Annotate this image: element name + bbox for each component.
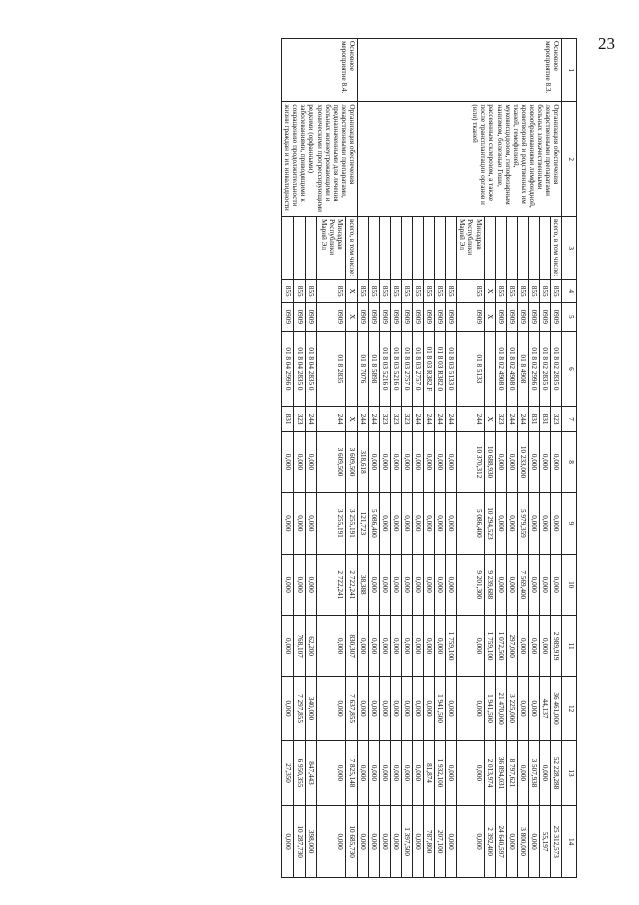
- cell-c12: 340,000: [305, 677, 317, 740]
- cell-c12: 3 225,000: [506, 677, 517, 740]
- cell-c4: 855: [457, 280, 484, 303]
- cell-c13: 0,000: [379, 740, 390, 805]
- cell-c6: 01 8 7076: [357, 331, 368, 407]
- cell-c8: 0,000: [528, 431, 539, 492]
- cell-c8: 10 688,930: [484, 431, 495, 492]
- cell-c8: 0,000: [424, 431, 435, 492]
- cell-c6: [484, 331, 495, 407]
- cell-c10: 0,000: [424, 554, 435, 615]
- cell-c6: 01 8 03 5216 0: [391, 331, 402, 407]
- cell-c6: 01 8 2835: [317, 331, 346, 407]
- cell-c8: 0,000: [402, 431, 413, 492]
- cell-c10: 0,000: [282, 554, 294, 615]
- cell-c12: 0,000: [357, 677, 368, 740]
- cell-c3: [379, 217, 390, 280]
- cell-c3: [446, 217, 457, 280]
- cell-c9: 0,000: [539, 493, 550, 554]
- cell-c9: 10 294,523: [484, 493, 495, 554]
- cell-c10: 0,000: [368, 554, 379, 615]
- cell-c13: 2 013,974: [484, 740, 495, 805]
- cell-c12: 0,000: [424, 677, 435, 740]
- table-body: [282, 39, 562, 878]
- cell-c10: 38,388: [357, 554, 368, 615]
- cell-c5: X: [346, 302, 358, 331]
- cell-c5: 0909: [446, 302, 457, 331]
- cell-c6: 01 8 02 2835 0: [539, 331, 550, 407]
- cell-c13: 0,000: [517, 740, 528, 805]
- cell-c13: 0,000: [457, 740, 484, 805]
- cell-c7: 244: [457, 407, 484, 432]
- cell-c11: 2 989,919: [550, 615, 561, 676]
- column-number-row: [562, 39, 577, 878]
- cell-c8: 0,000: [539, 431, 550, 492]
- cell-c14: 787,800: [424, 806, 435, 878]
- cell-c9: 3 255,191: [346, 493, 358, 554]
- cell-c6: 01 8 04 2835 0: [294, 331, 306, 407]
- cell-c7: 244: [517, 407, 528, 432]
- cell-c4: 855: [391, 280, 402, 303]
- cell-c14: 0,000: [357, 806, 368, 878]
- column-header-12: 12: [562, 677, 577, 740]
- cell-c7: 323: [391, 407, 402, 432]
- cell-c6: 01 8 5133: [457, 331, 484, 407]
- cell-c3: [424, 217, 435, 280]
- cell-c10: 0,000: [379, 554, 390, 615]
- cell-c3: [528, 217, 539, 280]
- table-row: [346, 39, 358, 878]
- cell-c9: 0,000: [282, 493, 294, 554]
- cell-c10: 0,000: [528, 554, 539, 615]
- cell-c5: 0909: [379, 302, 390, 331]
- cell-c5: 0909: [539, 302, 550, 331]
- cell-c14: 10 287,730: [294, 806, 306, 878]
- column-header-5: 5: [562, 302, 577, 331]
- page-number: 23: [598, 34, 615, 53]
- cell-c6: 01 8 03 2757 0: [402, 331, 413, 407]
- cell-c4: 855: [317, 280, 346, 303]
- cell-c9: 0,000: [402, 493, 413, 554]
- cell-c4: 855: [446, 280, 457, 303]
- cell-c5: 0909: [294, 302, 306, 331]
- cell-c14: 0,000: [379, 806, 390, 878]
- cell-c4: 855: [413, 280, 424, 303]
- cell-c9: 5 086,400: [368, 493, 379, 554]
- column-header-13: 13: [562, 740, 577, 805]
- cell-c7: 244: [317, 407, 346, 432]
- cell-c11: 1 072,500: [495, 615, 506, 676]
- cell-c11: 0,000: [402, 615, 413, 676]
- cell-c13: 36 894,031: [495, 740, 506, 805]
- cell-c11: 1 759,100: [484, 615, 495, 676]
- cell-c3: [305, 217, 317, 280]
- cell-c5: 0909: [357, 302, 368, 331]
- cell-c13: 7 825,148: [346, 740, 358, 805]
- cell-c6: 01 8 03 5216 0: [379, 331, 390, 407]
- cell-c14: 0,000: [391, 806, 402, 878]
- cell-c12: 1 941,500: [435, 677, 446, 740]
- cell-c13: 0,000: [413, 740, 424, 805]
- cell-c9: 0,000: [506, 493, 517, 554]
- cell-c12: 0,000: [282, 677, 294, 740]
- cell-c3: [357, 217, 368, 280]
- cell-c11: 0,000: [379, 615, 390, 676]
- cell-c12: 36 461,000: [550, 677, 561, 740]
- cell-c11: 0,000: [317, 615, 346, 676]
- cell-c10: 0,000: [413, 554, 424, 615]
- column-header-4: 4: [562, 280, 577, 303]
- cell-c14: 24 640,597: [495, 806, 506, 878]
- cell-c6: 01 8 02 2996 0: [528, 331, 539, 407]
- cell-c4: 855: [495, 280, 506, 303]
- cell-c9: 0,000: [294, 493, 306, 554]
- cell-c8: 0,000: [391, 431, 402, 492]
- cell-c11: 0,000: [368, 615, 379, 676]
- cell-c14: 0,000: [282, 806, 294, 878]
- cell-c11: 0,000: [539, 615, 550, 676]
- column-header-2: 2: [562, 102, 577, 217]
- cell-c13: 0,000: [317, 740, 346, 805]
- cell-c13: 0,000: [402, 740, 413, 805]
- cell-c9: 5 979,359: [517, 493, 528, 554]
- cell-c7: 323: [294, 407, 306, 432]
- cell-c8: 0,000: [282, 431, 294, 492]
- cell-c4: 855: [528, 280, 539, 303]
- cell-c13: 1 932,100: [435, 740, 446, 805]
- cell-c8: 0,000: [446, 431, 457, 492]
- cell-c7: 323: [402, 407, 413, 432]
- cell-c13: 27,350: [282, 740, 294, 805]
- cell-c6: 01 8 03 R382 F: [424, 331, 435, 407]
- cell-c8: 0,000: [305, 431, 317, 492]
- cell-c7: 244: [506, 407, 517, 432]
- column-header-3: 3: [562, 217, 577, 280]
- cell-c3: [435, 217, 446, 280]
- column-header-11: 11: [562, 615, 577, 676]
- cell-c5: 0909: [550, 302, 561, 331]
- cell-c9: 0,000: [379, 493, 390, 554]
- cell-c14: 0,000: [457, 806, 484, 878]
- cell-c6: 01 8 03 2757 0: [413, 331, 424, 407]
- cell-c7: 244: [413, 407, 424, 432]
- measure-description: Организация обеспечения лекарственными препаратами, предназначенными для лечения больных жизнеугрожающими и хроническими прогрессирующими редкими (орфанными) заболеваниями, приводящими к сокращению продолжительности жизни граждан и их инвалидности: [282, 102, 358, 217]
- cell-c12: 7 297,855: [294, 677, 306, 740]
- cell-c8: 10 370,312: [457, 431, 484, 492]
- cell-c8: 318,618: [357, 431, 368, 492]
- cell-c12: 0,000: [379, 677, 390, 740]
- measure-name: Основное мероприятие 8.4.: [282, 39, 358, 102]
- cell-c14: 0,000: [506, 806, 517, 878]
- cell-c6: 01 8 4908: [517, 331, 528, 407]
- cell-c12: 0,000: [368, 677, 379, 740]
- cell-c10: 0,000: [294, 554, 306, 615]
- cell-c8: 0,000: [495, 431, 506, 492]
- cell-c6: 01 8 02 4908 0: [495, 331, 506, 407]
- cell-c5: 0909: [506, 302, 517, 331]
- column-header-1: 1: [562, 39, 577, 102]
- cell-c6: 01 8 04 2835 0: [305, 331, 317, 407]
- cell-c13: 0,000: [391, 740, 402, 805]
- cell-c14: 207,100: [435, 806, 446, 878]
- cell-c6: 01 8 04 2996 0: [282, 331, 294, 407]
- cell-c7: 244: [446, 407, 457, 432]
- cell-c12: 0,000: [446, 677, 457, 740]
- cell-c4: X: [346, 280, 358, 303]
- cell-c11: 62,200: [305, 615, 317, 676]
- cell-c6: 01 8 03 5133 0: [446, 331, 457, 407]
- cell-c7: 244: [368, 407, 379, 432]
- cell-c14: 0,000: [528, 806, 539, 878]
- cell-c10: 9 239,688: [484, 554, 495, 615]
- cell-c7: 323: [379, 407, 390, 432]
- cell-c3: [484, 217, 495, 280]
- cell-c11: 830,307: [346, 615, 358, 676]
- rotated-table-container: [69, 38, 577, 878]
- cell-c10: 9 201,300: [457, 554, 484, 615]
- cell-c5: 0909: [317, 302, 346, 331]
- cell-c12: 44,137: [539, 677, 550, 740]
- cell-c12: 0,000: [317, 677, 346, 740]
- cell-c3: Минздрав Республики Марий Эл: [317, 217, 346, 280]
- cell-c14: 0,000: [413, 806, 424, 878]
- cell-c5: 0909: [528, 302, 539, 331]
- cell-c3: [506, 217, 517, 280]
- cell-c11: 297,000: [506, 615, 517, 676]
- cell-c8: 3 609,500: [346, 431, 358, 492]
- cell-c3: всего, в том числе:: [346, 217, 358, 280]
- cell-c8: 0,000: [413, 431, 424, 492]
- cell-c4: X: [484, 280, 495, 303]
- cell-c4: 855: [294, 280, 306, 303]
- cell-c5: 0909: [424, 302, 435, 331]
- cell-c9: 0,000: [528, 493, 539, 554]
- cell-c14: 0,000: [317, 806, 346, 878]
- cell-c9: 3 255,191: [317, 493, 346, 554]
- cell-c7: X: [484, 407, 495, 432]
- cell-c10: 0,000: [446, 554, 457, 615]
- cell-c4: 855: [506, 280, 517, 303]
- cell-c13: 8 797,621: [506, 740, 517, 805]
- cell-c13: 52 228,288: [550, 740, 561, 805]
- cell-c9: 0,000: [435, 493, 446, 554]
- cell-c9: 0,000: [495, 493, 506, 554]
- cell-c11: 0,000: [435, 615, 446, 676]
- cell-c7: 244: [357, 407, 368, 432]
- cell-c9: 5 086,400: [457, 493, 484, 554]
- cell-c11: 0,000: [391, 615, 402, 676]
- cell-c5: 0909: [517, 302, 528, 331]
- cell-c4: 855: [435, 280, 446, 303]
- cell-c12: 0,000: [413, 677, 424, 740]
- cell-c3: [294, 217, 306, 280]
- cell-c10: 0,000: [435, 554, 446, 615]
- cell-c12: 0,000: [402, 677, 413, 740]
- column-header-7: 7: [562, 407, 577, 432]
- cell-c12: 0,000: [528, 677, 539, 740]
- measure-description: Организация обеспечения лекарственными препаратами больных злокачественными новообразованиями лимфоидной, кроветворной и родственных им тканей, гемофилией, муковисцидозом, гипофизарным нанизмом, болезнью Гоше, рассеянным склерозом, а также после трансплантации органов и (или) тканей: [357, 102, 561, 217]
- cell-c6: [346, 331, 358, 407]
- column-header-6: 6: [562, 331, 577, 407]
- cell-c5: 0909: [391, 302, 402, 331]
- cell-c4: 855: [517, 280, 528, 303]
- cell-c5: X: [484, 302, 495, 331]
- cell-c7: 244: [305, 407, 317, 432]
- cell-c14: 398,000: [305, 806, 317, 878]
- cell-c11: 0,000: [413, 615, 424, 676]
- measure-name: Основное мероприятие 8.3.: [357, 39, 561, 102]
- cell-c10: 2 722,241: [317, 554, 346, 615]
- cell-c10: 0,000: [539, 554, 550, 615]
- cell-c13: 0,000: [446, 740, 457, 805]
- cell-c5: 0909: [435, 302, 446, 331]
- cell-c8: 0,000: [294, 431, 306, 492]
- cell-c10: 7 569,400: [517, 554, 528, 615]
- cell-c11: 0,000: [424, 615, 435, 676]
- cell-c12: 0,000: [457, 677, 484, 740]
- cell-c9: 121,723: [357, 493, 368, 554]
- table-row: [550, 39, 561, 878]
- column-header-14: 14: [562, 806, 577, 878]
- cell-c7: 831: [539, 407, 550, 432]
- cell-c7: 244: [435, 407, 446, 432]
- cell-c3: [368, 217, 379, 280]
- cell-c14: 0,000: [368, 806, 379, 878]
- cell-c3: [391, 217, 402, 280]
- cell-c7: 244: [424, 407, 435, 432]
- cell-c14: 1 397,500: [402, 806, 413, 878]
- cell-c10: 0,000: [550, 554, 561, 615]
- cell-c10: 0,000: [305, 554, 317, 615]
- cell-c7: X: [346, 407, 358, 432]
- cell-c10: 0,000: [495, 554, 506, 615]
- cell-c4: 855: [539, 280, 550, 303]
- cell-c4: 855: [305, 280, 317, 303]
- cell-c9: 0,000: [446, 493, 457, 554]
- cell-c11: 0,000: [517, 615, 528, 676]
- cell-c4: 855: [402, 280, 413, 303]
- cell-c11: 0,000: [282, 615, 294, 676]
- cell-c14: 10 685,730: [346, 806, 358, 878]
- cell-c5: 0909: [305, 302, 317, 331]
- cell-c10: 0,000: [402, 554, 413, 615]
- cell-c4: 855: [357, 280, 368, 303]
- cell-c6: 01 8 02 2835 0: [550, 331, 561, 407]
- cell-c12: 0,000: [517, 677, 528, 740]
- cell-c3: [402, 217, 413, 280]
- cell-c3: Минздрав Республики Марий Эл: [457, 217, 484, 280]
- cell-c8: 3 609,500: [317, 431, 346, 492]
- cell-c12: 7 637,855: [346, 677, 358, 740]
- cell-c11: 0,000: [457, 615, 484, 676]
- cell-c13: 847,443: [305, 740, 317, 805]
- cell-c3: [413, 217, 424, 280]
- cell-c8: 0,000: [435, 431, 446, 492]
- cell-c5: 0909: [402, 302, 413, 331]
- cell-c5: 0909: [368, 302, 379, 331]
- cell-c9: 0,000: [391, 493, 402, 554]
- cell-c12: 21 470,000: [495, 677, 506, 740]
- cell-c3: [517, 217, 528, 280]
- cell-c3: [539, 217, 550, 280]
- cell-c3: [282, 217, 294, 280]
- cell-c13: 6 950,355: [294, 740, 306, 805]
- cell-c14: 55,197: [539, 806, 550, 878]
- cell-c4: 855: [379, 280, 390, 303]
- cell-c8: 0,000: [550, 431, 561, 492]
- cell-c14: 25 312,573: [550, 806, 561, 878]
- cell-c7: 831: [528, 407, 539, 432]
- cell-c4: 855: [550, 280, 561, 303]
- cell-c3: всего, в том числе:: [550, 217, 561, 280]
- cell-c8: 0,000: [506, 431, 517, 492]
- cell-c4: 855: [282, 280, 294, 303]
- cell-c14: 0,000: [446, 806, 457, 878]
- cell-c13: 3 507,938: [528, 740, 539, 805]
- cell-c6: 01 8 02 4908 0: [506, 331, 517, 407]
- cell-c7: 831: [282, 407, 294, 432]
- cell-c11: 0,000: [357, 615, 368, 676]
- cell-c3: [495, 217, 506, 280]
- cell-c14: 2 392,400: [484, 806, 495, 878]
- cell-c4: 855: [368, 280, 379, 303]
- cell-c10: 0,000: [391, 554, 402, 615]
- cell-c7: 323: [550, 407, 561, 432]
- cell-c9: 0,000: [550, 493, 561, 554]
- cell-c11: 1 759,100: [446, 615, 457, 676]
- cell-c13: 0,000: [368, 740, 379, 805]
- cell-c12: 1 941,500: [484, 677, 495, 740]
- cell-c13: 0,000: [539, 740, 550, 805]
- cell-c8: 0,000: [379, 431, 390, 492]
- cell-c9: 0,000: [424, 493, 435, 554]
- cell-c5: 0909: [282, 302, 294, 331]
- cell-c13: 0,000: [357, 740, 368, 805]
- cell-c11: 768,107: [294, 615, 306, 676]
- cell-c7: 323: [495, 407, 506, 432]
- cell-c5: 0909: [495, 302, 506, 331]
- budget-table: [281, 38, 577, 878]
- cell-c5: 0909: [457, 302, 484, 331]
- cell-c4: 855: [424, 280, 435, 303]
- cell-c10: 0,000: [506, 554, 517, 615]
- cell-c11: 0,000: [528, 615, 539, 676]
- cell-c14: 3 800,000: [517, 806, 528, 878]
- column-header-8: 8: [562, 431, 577, 492]
- cell-c6: 01 8 5898: [368, 331, 379, 407]
- cell-c9: 0,000: [413, 493, 424, 554]
- cell-c9: 0,000: [305, 493, 317, 554]
- column-header-10: 10: [562, 554, 577, 615]
- cell-c10: 2 722,241: [346, 554, 358, 615]
- column-header-9: 9: [562, 493, 577, 554]
- cell-c8: 0,000: [368, 431, 379, 492]
- cell-c6: 01 8 03 R382 0: [435, 331, 446, 407]
- cell-c8: 10 233,000: [517, 431, 528, 492]
- cell-c5: 0909: [413, 302, 424, 331]
- cell-c12: 0,000: [391, 677, 402, 740]
- cell-c13: 81,874: [424, 740, 435, 805]
